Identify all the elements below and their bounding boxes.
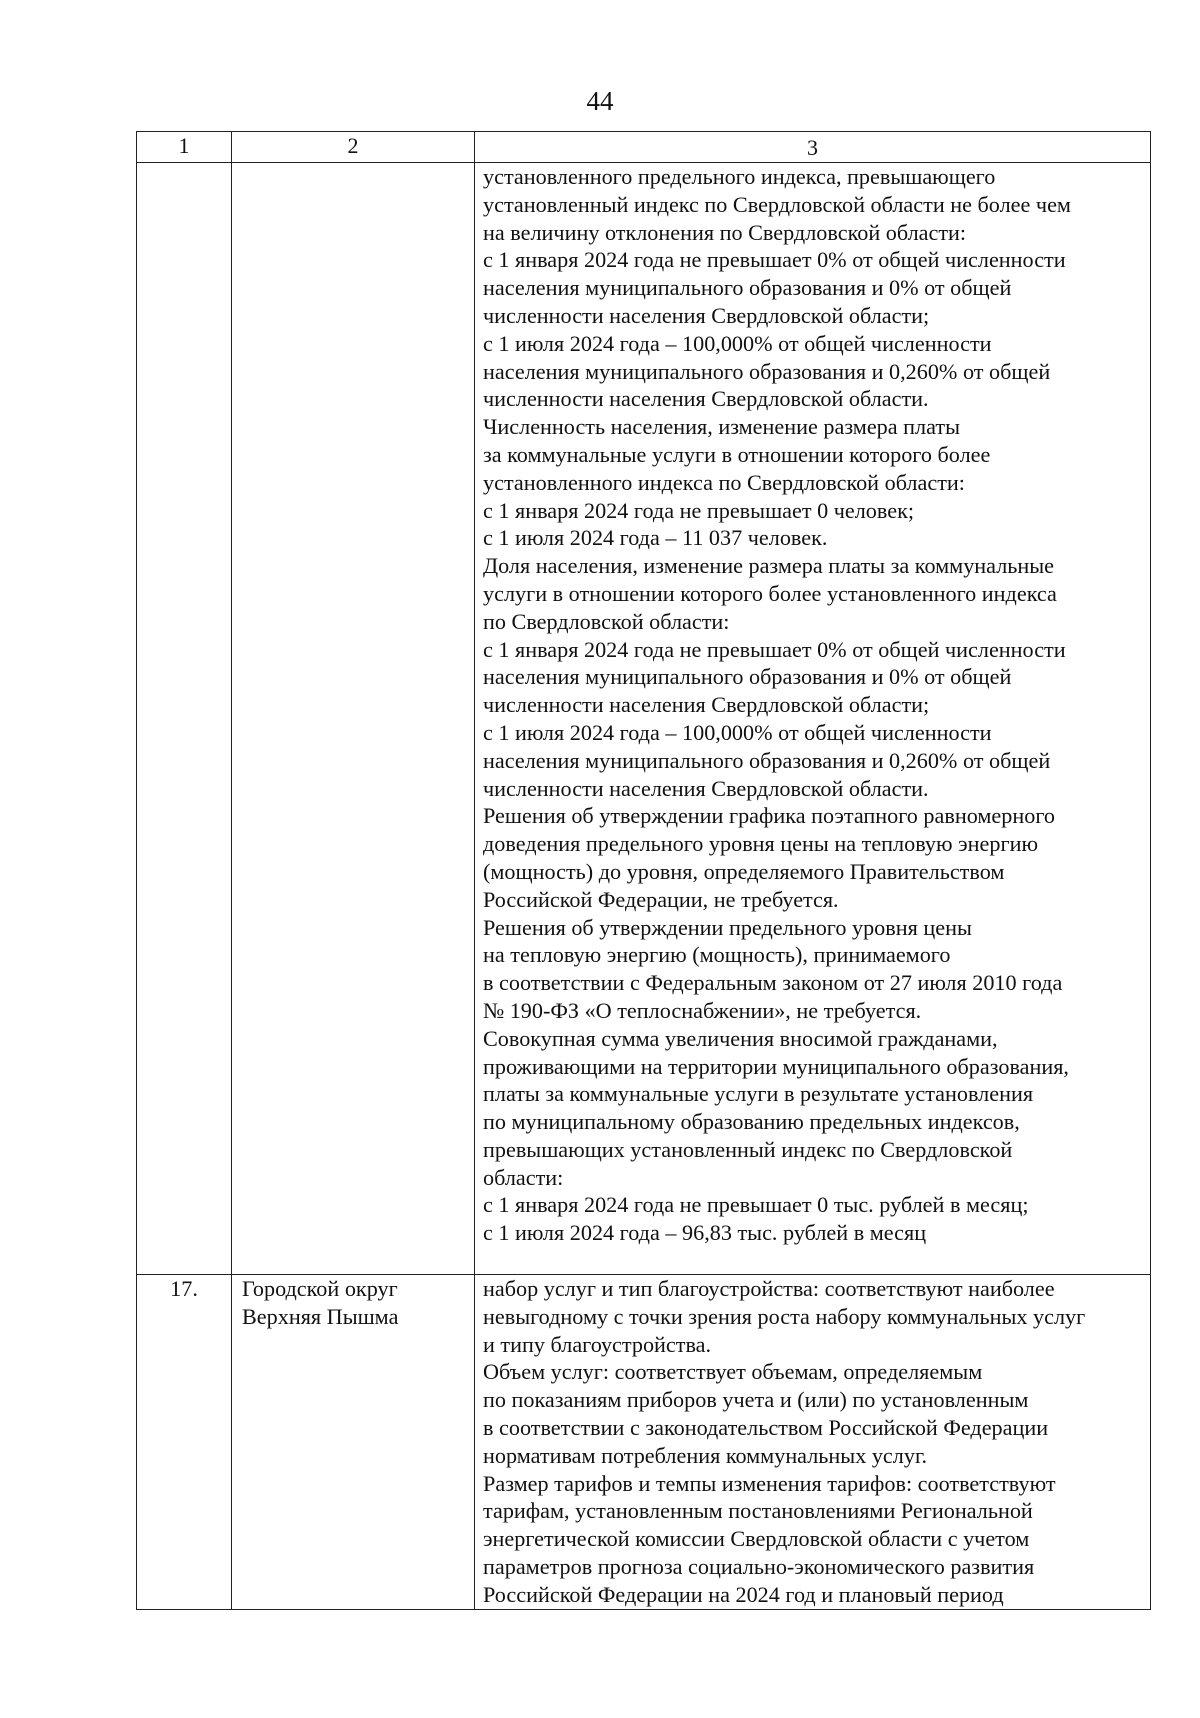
text-line: на тепловую энергию (мощность), принимаемого <box>483 942 951 968</box>
text-line: с 1 июля 2024 года – 100,000% от общей численности <box>483 719 992 745</box>
row-text <box>475 163 1151 1275</box>
text-line: населения муниципального образования и 0,260% от общей <box>483 747 1051 773</box>
text-line: установленного индекса по Свердловской области: <box>483 469 965 495</box>
text-line: с 1 июля 2024 года – 100,000% от общей численности <box>483 330 992 356</box>
table-row <box>137 1275 1151 1610</box>
text-line: Российской Федерации на 2024 год и плановый период <box>483 1581 1004 1607</box>
municipality-name <box>232 1275 475 1610</box>
municipality-name-line: Городской округ <box>242 1276 398 1301</box>
municipality-name <box>232 163 475 1275</box>
text-line: энергетической комиссии Свердловской области с учетом <box>483 1526 1030 1552</box>
header-col-3: 3 <box>475 132 1151 163</box>
text-line: в соответствии с законодательством Российской Федерации <box>483 1414 1049 1440</box>
text-line: Объем услуг: соответствует объемам, определяемым <box>483 1359 983 1385</box>
text-line: Решения об утверждении предельного уровня цены <box>483 914 972 940</box>
text-line: превышающих установленный индекс по Свердловской <box>483 1136 1013 1162</box>
text-line: по показаниям приборов учета и (или) по установленным <box>483 1387 1029 1413</box>
text-line: Российской Федерации, не требуется. <box>483 886 839 912</box>
text-line: численности населения Свердловской области. <box>483 775 929 801</box>
header-col-1: 1 <box>137 132 232 163</box>
document-table <box>136 131 1151 1610</box>
text-line: нормативам потребления коммунальных услуг. <box>483 1442 928 1468</box>
text-line: Совокупная сумма увеличения вносимой гражданами, <box>483 1025 998 1051</box>
text-line: и типу благоустройства. <box>483 1331 712 1357</box>
text-line: с 1 января 2024 года не превышает 0 тыс. рублей в месяц; <box>483 1192 1029 1218</box>
text-line: услуги в отношении которого более установленного индекса <box>483 580 1057 606</box>
municipality-name-line: Верхняя Пышма <box>242 1303 399 1329</box>
text-line: с 1 июля 2024 года – 96,83 тыс. рублей в месяц <box>483 1220 927 1246</box>
text-line: численности населения Свердловской области; <box>483 692 930 718</box>
text-line: по Свердловской области: <box>483 608 730 634</box>
text-line: параметров прогноза социально-экономического развития <box>483 1553 1035 1579</box>
table-row <box>137 163 1151 1275</box>
text-line: в соответствии с Федеральным законом от 27 июля 2010 года <box>483 970 1063 996</box>
row-text <box>475 1275 1151 1610</box>
text-line: по муниципальному образованию предельных индексов, <box>483 1109 1020 1135</box>
text-line: невыгодному с точки зрения роста набору коммунальных услуг <box>483 1303 1086 1329</box>
text-line: Доля населения, изменение размера платы за коммунальные <box>483 553 1055 579</box>
table-header-row <box>137 132 1151 163</box>
text-line: установленный индекс по Свердловской области не более чем <box>483 191 1071 217</box>
text-line: проживающими на территории муниципального образования, <box>483 1053 1069 1079</box>
text-line: населения муниципального образования и 0,260% от общей <box>483 358 1051 384</box>
text-line: за коммунальные услуги в отношении которого более <box>483 441 991 467</box>
text-line: установленного предельного индекса, превышающего <box>483 164 996 189</box>
text-line: численности населения Свердловской области. <box>483 386 929 412</box>
text-line: набор услуг и тип благоустройства: соответствуют наиболее <box>483 1276 1055 1301</box>
text-line: платы за коммунальные услуги в результате установления <box>483 1081 1034 1107</box>
text-line: тарифам, установленным постановлениями Региональной <box>483 1498 1033 1524</box>
text-line: Размер тарифов и темпы изменения тарифов: соответствуют <box>483 1470 1056 1496</box>
text-line: (мощность) до уровня, определяемого Правительством <box>483 858 1005 884</box>
text-line: области: <box>483 1164 564 1190</box>
text-line: на величину отклонения по Свердловской области: <box>483 219 967 245</box>
text-line: с 1 июля 2024 года – 11 037 человек. <box>483 525 828 551</box>
text-line: Решения об утверждении графика поэтапного равномерного <box>483 803 1055 829</box>
text-line: населения муниципального образования и 0% от общей <box>483 664 1012 690</box>
text-line: населения муниципального образования и 0% от общей <box>483 275 1012 301</box>
row-number <box>137 163 232 1275</box>
text-line: доведения предельного уровня цены на тепловую энергию <box>483 831 1039 857</box>
text-line: с 1 января 2024 года не превышает 0% от общей численности <box>483 636 1066 662</box>
header-col-2: 2 <box>232 132 475 163</box>
text-line: Численность населения, изменение размера платы <box>483 414 960 440</box>
text-line: с 1 января 2024 года не превышает 0 человек; <box>483 497 915 523</box>
page-number: 44 <box>586 86 614 116</box>
text-line: с 1 января 2024 года не превышает 0% от общей численности <box>483 247 1066 273</box>
text-line: численности населения Свердловской области; <box>483 302 930 328</box>
text-line: № 190-ФЗ «О теплоснабжении», не требуется. <box>483 997 922 1023</box>
row-number: 17. <box>137 1275 232 1610</box>
